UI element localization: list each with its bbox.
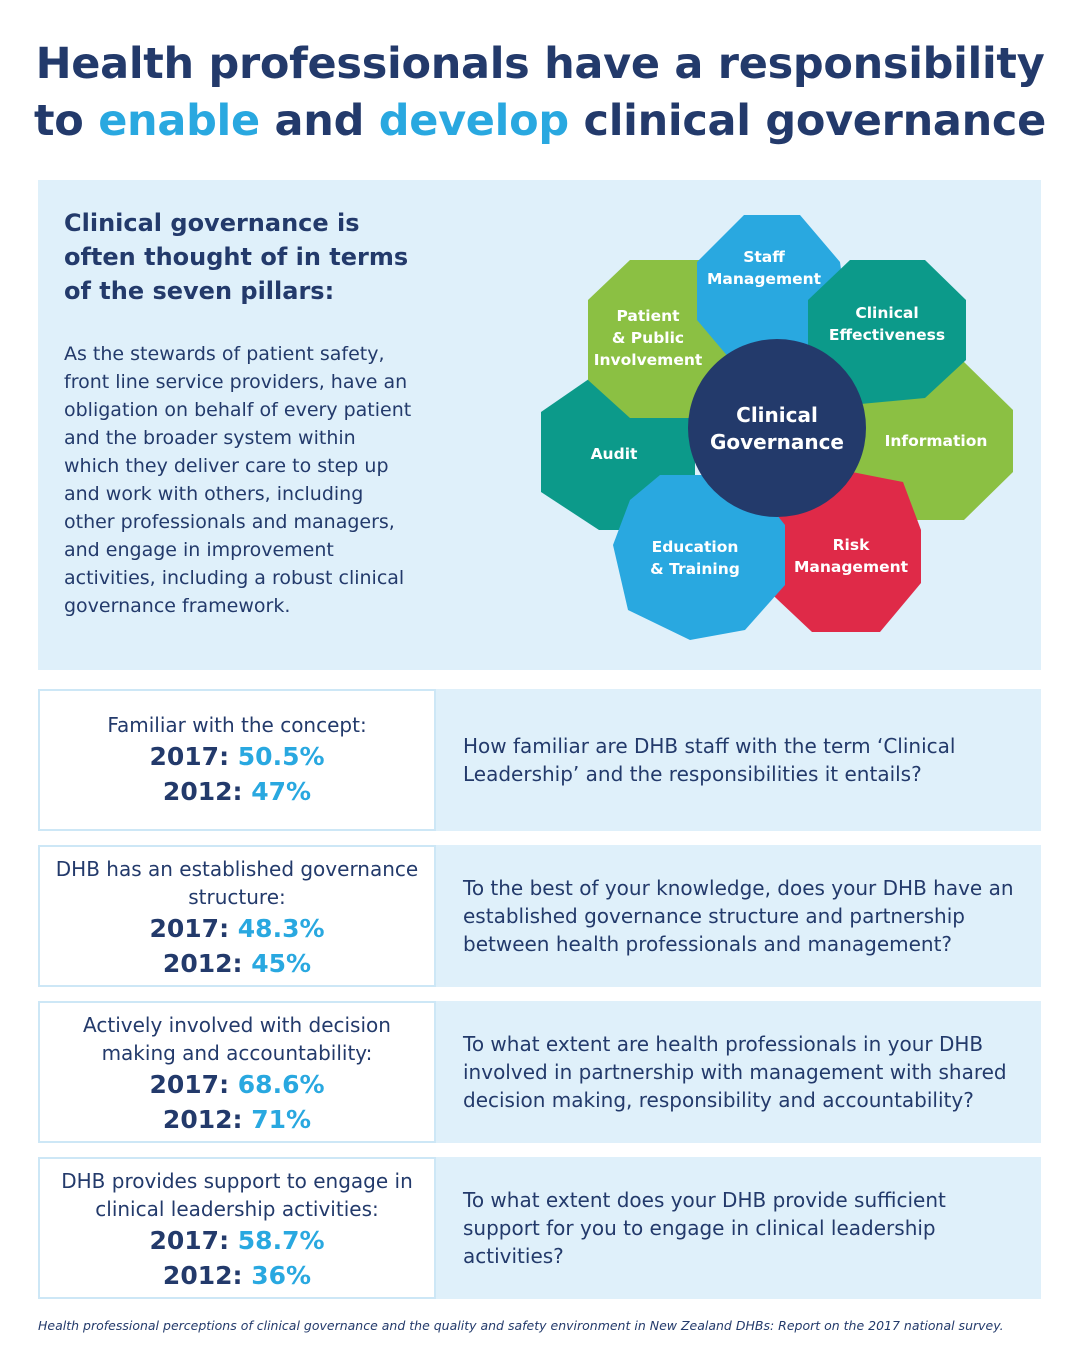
stat-2012-label: 2012: xyxy=(162,1261,243,1290)
stat-2017-label: 2017: xyxy=(149,1226,230,1255)
stat-box-decision-making xyxy=(38,1001,436,1143)
question-box-familiar xyxy=(436,689,1041,831)
intro-heading: Clinical governance is often thought of in terms of the seven pillars: xyxy=(64,209,409,305)
question-box-support xyxy=(436,1157,1041,1299)
staff-label-2: Management xyxy=(706,270,822,288)
stat-2017 xyxy=(40,911,434,946)
question-text: To what extent does your DHB provide sufficient support for you to engage in clinical leadership activities? xyxy=(463,1188,946,1268)
stat-2012-value: 36% xyxy=(251,1261,312,1290)
audit-label: Audit xyxy=(590,445,638,463)
stat-label: Actively involved with decision making and accountability: xyxy=(83,1013,391,1065)
stat-box-support xyxy=(38,1157,436,1299)
stat-2017-value: 50.5% xyxy=(237,742,325,771)
stat-2012-label: 2012: xyxy=(162,1105,243,1134)
stat-2017 xyxy=(40,1067,434,1102)
title-enable: enable xyxy=(98,96,260,146)
patient-label-3: Involvement xyxy=(593,351,703,369)
staff-label-1: Staff xyxy=(743,248,785,266)
stat-2012 xyxy=(40,774,434,809)
question-text: To the best of your knowledge, does your DHB have an established governance structure and partnership between health professionals and management? xyxy=(463,876,1014,956)
stat-2017-label: 2017: xyxy=(149,914,230,943)
question-box-decision-making xyxy=(436,1001,1041,1143)
stat-2012-value: 45% xyxy=(251,949,312,978)
effectiveness-label-2: Effectiveness xyxy=(828,326,946,344)
stat-2017-value: 48.3% xyxy=(237,914,325,943)
center-circle xyxy=(688,339,866,517)
stat-2012-label: 2012: xyxy=(162,777,243,806)
stat-2017-value: 58.7% xyxy=(237,1226,325,1255)
stat-2012-label: 2012: xyxy=(162,949,243,978)
stat-2017-value: 68.6% xyxy=(237,1070,325,1099)
stat-2017-label: 2017: xyxy=(149,742,230,771)
source-footnote: Health professional perceptions of clinical governance and the quality and safety environment in New Zealand DHBs: Report on the 2017 national survey. xyxy=(38,1318,1004,1333)
stat-label: DHB has an established governance structure: xyxy=(55,857,419,909)
intro-body: As the stewards of patient safety, front line service providers, have an obligation on behalf of every patient and the broader system within which they deliver care to step up and work with others, including other professionals and managers, and engage in improvement activities, including a robust clinical governance framework. xyxy=(64,343,412,617)
patient-label-2: & Public xyxy=(611,329,685,347)
center-label-1: Clinical xyxy=(736,403,818,427)
stat-label: DHB provides support to engage in clinical leadership activities: xyxy=(61,1169,413,1221)
stat-2012-value: 71% xyxy=(251,1105,312,1134)
risk-label-1: Risk xyxy=(832,536,870,554)
title-line-1: Health professionals have a responsibility xyxy=(35,39,1045,89)
stat-box-governance xyxy=(38,845,436,987)
patient-label-1: Patient xyxy=(616,307,680,325)
stat-2017 xyxy=(40,1223,434,1258)
title-rest: clinical governance xyxy=(568,96,1046,146)
stat-2012 xyxy=(40,1102,434,1137)
stat-box-familiar xyxy=(38,689,436,831)
stat-2017-label: 2017: xyxy=(149,1070,230,1099)
question-box-governance xyxy=(436,845,1041,987)
title-and: and xyxy=(259,96,379,146)
stat-label: Familiar with the concept: xyxy=(107,713,367,737)
stat-2012 xyxy=(40,946,434,981)
title-develop: develop xyxy=(378,96,569,146)
center-label-2: Governance xyxy=(709,430,845,454)
education-label-2: & Training xyxy=(650,560,740,578)
risk-label-2: Management xyxy=(793,558,909,576)
question-text: How familiar are DHB staff with the term ‘Clinical Leadership’ and the responsibilities it entails? xyxy=(463,734,956,786)
effectiveness-label-1: Clinical xyxy=(855,304,919,322)
stat-2017 xyxy=(40,739,434,774)
information-label: Information xyxy=(884,432,988,450)
question-text: To what extent are health professionals in your DHB involved in partnership with management with shared decision making, responsibility and accountability? xyxy=(463,1032,1007,1112)
title-to: to xyxy=(34,96,99,146)
stat-2012 xyxy=(40,1258,434,1293)
stat-2012-value: 47% xyxy=(251,777,312,806)
education-label-1: Education xyxy=(651,538,739,556)
